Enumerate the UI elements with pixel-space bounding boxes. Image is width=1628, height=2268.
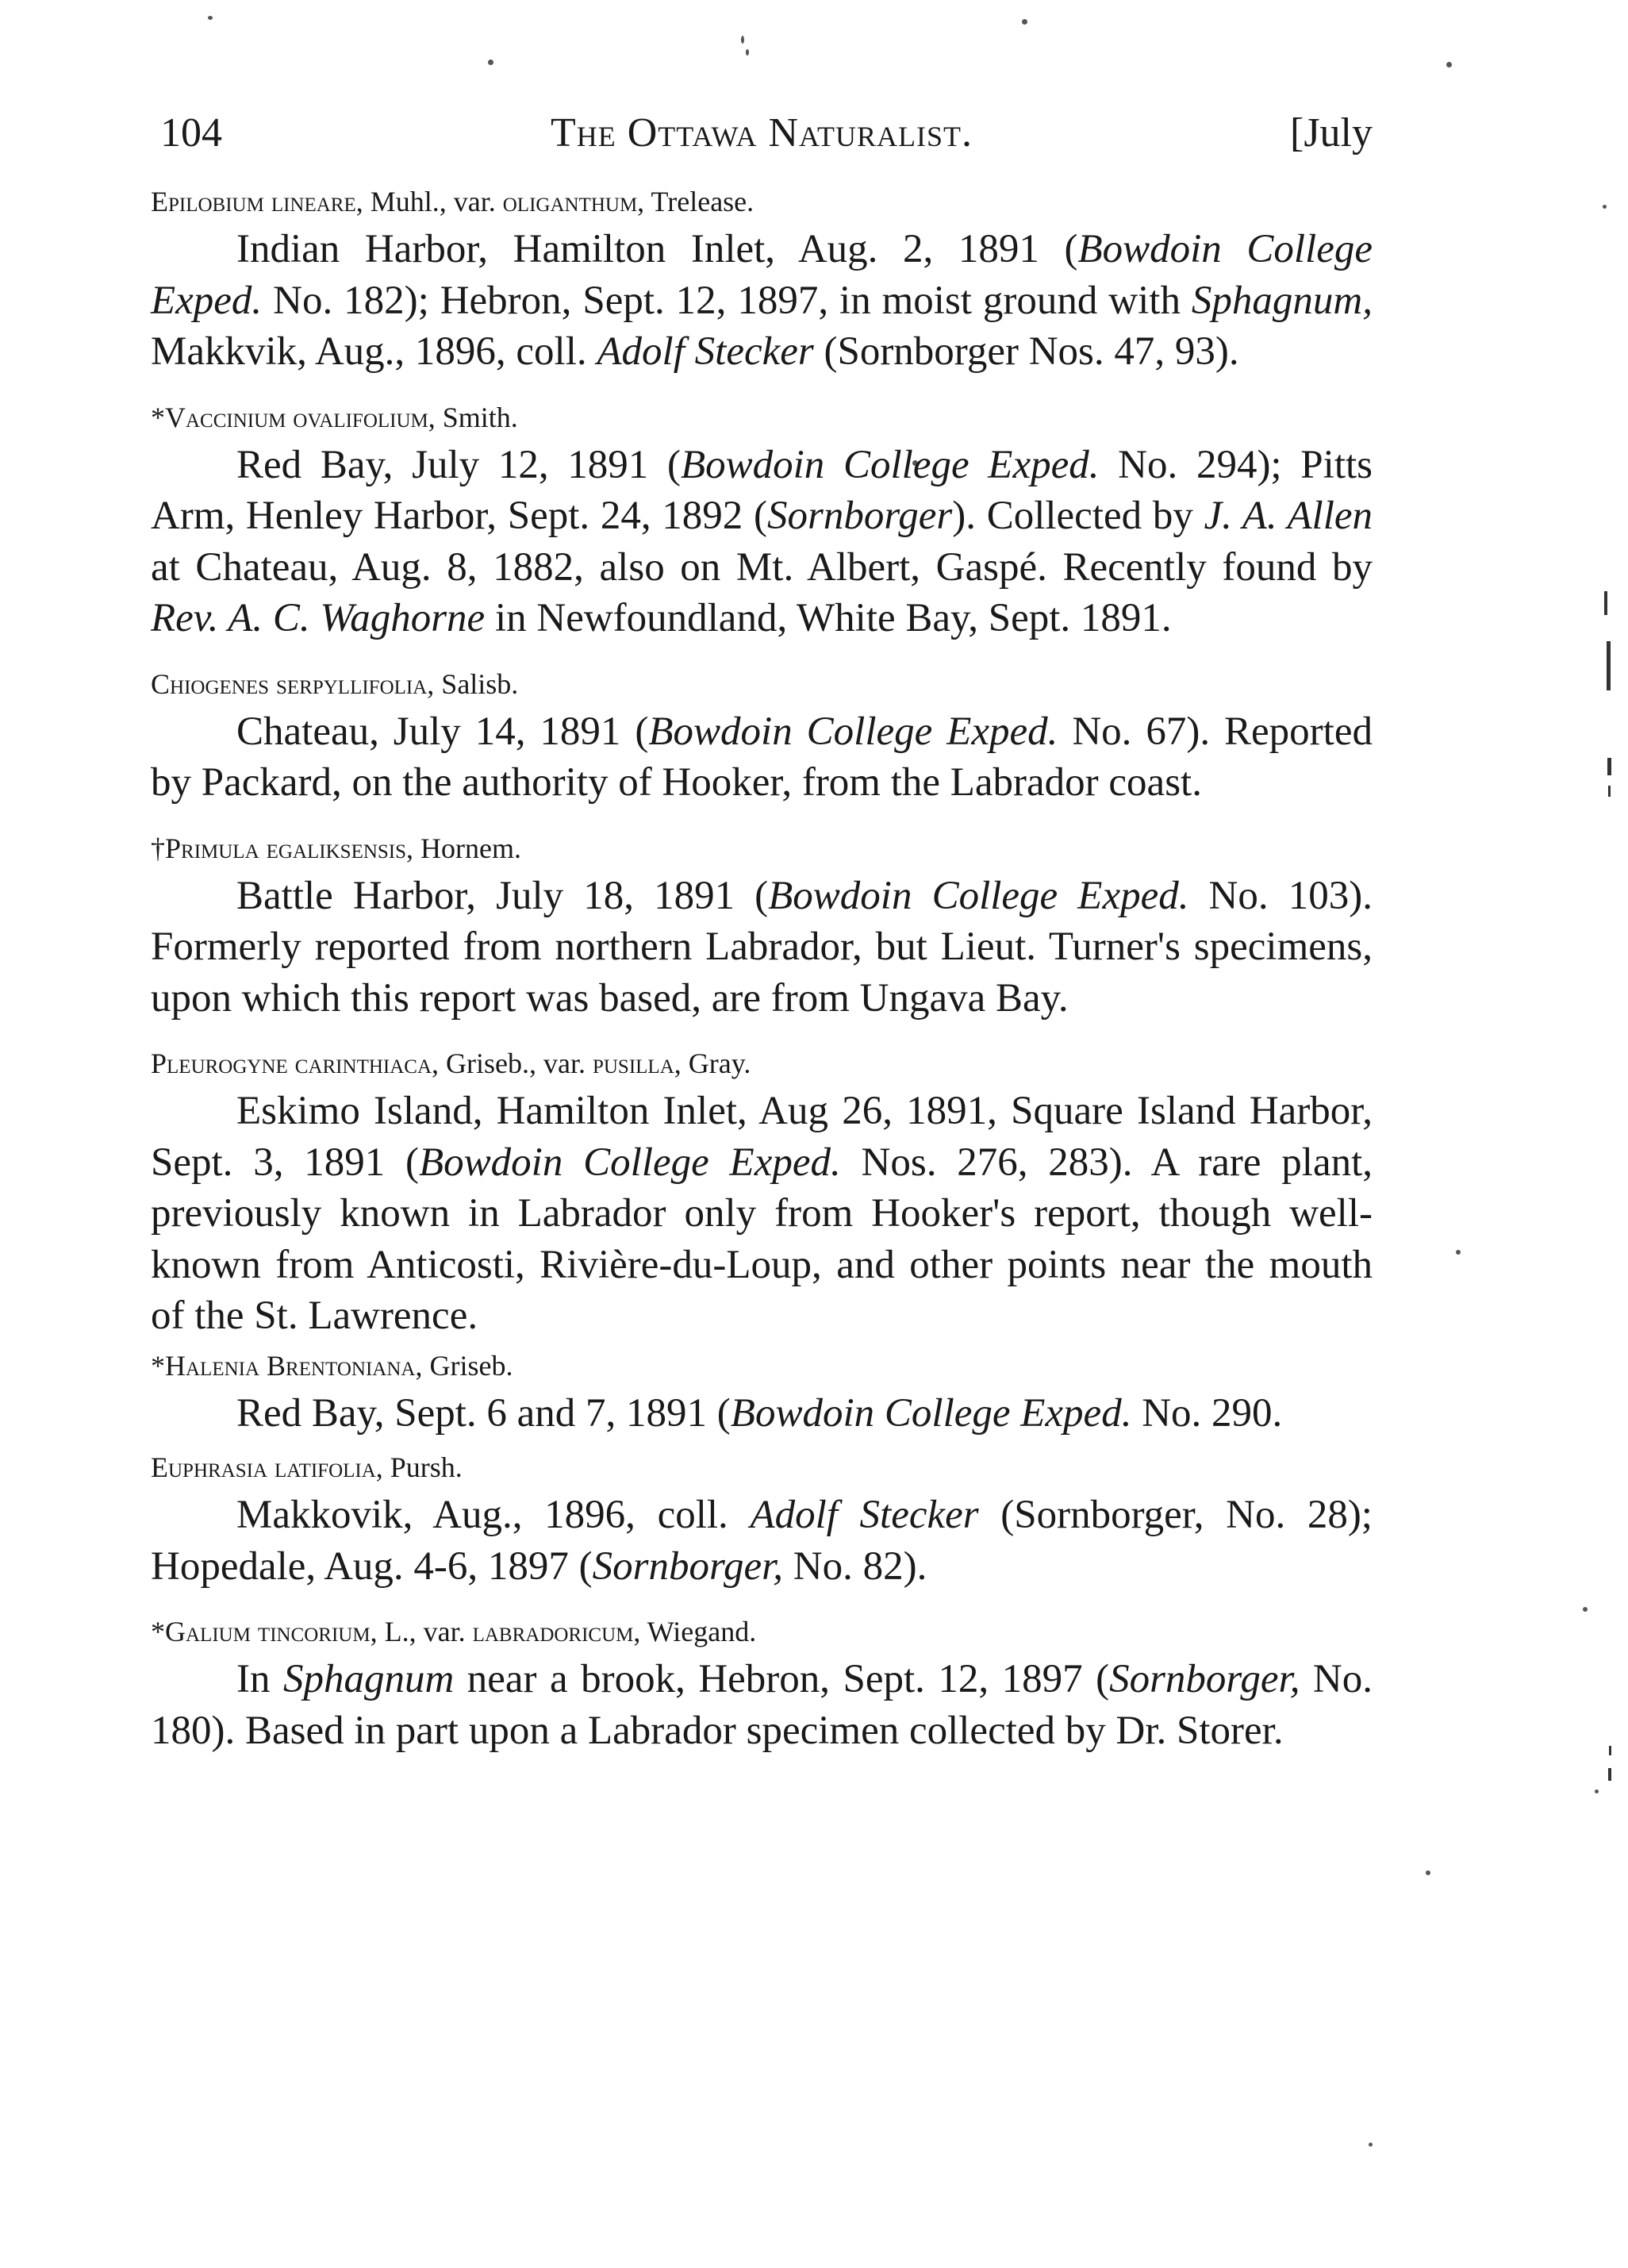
species-entry xyxy=(151,1613,1373,1756)
record-text: No. 180). Based in part upon a Labrador specimen collected by Dr. Storer. xyxy=(151,1657,1373,1753)
species-authority: Griseb. xyxy=(422,1349,513,1382)
margin-mark xyxy=(1604,591,1607,615)
species-name: Primula egaliksensis, xyxy=(165,832,414,864)
scan-speck xyxy=(1446,62,1452,67)
species-heading xyxy=(151,1347,1373,1385)
record-italic: Sornborger xyxy=(766,494,953,538)
document-page xyxy=(151,102,1373,1756)
record-text: Battle Harbor, July 18, 1891 ( xyxy=(236,873,769,918)
journal-title: The Ottawa Naturalist. xyxy=(550,110,973,156)
species-name: Euphrasia latifolia, xyxy=(151,1451,383,1483)
variety-name: oliganthum, xyxy=(502,186,645,217)
variety-authority: Wiegand. xyxy=(640,1616,757,1647)
species-record xyxy=(151,1388,1373,1440)
species-heading xyxy=(151,183,1373,221)
species-name: Epilobium lineare, xyxy=(151,186,363,217)
record-text: Eskimo Island, Hamilton Inlet, Aug 26, 1891, Square Island Harbor, Sept. 3, 1891 ( xyxy=(151,1089,1373,1185)
species-authority: Griseb., var. xyxy=(439,1048,593,1079)
species-name: Chiogenes serpyllifolia, xyxy=(151,667,435,700)
scan-speck xyxy=(488,60,493,65)
scan-speck xyxy=(1426,1870,1430,1875)
record-italic: J. A. Allen xyxy=(1204,494,1373,538)
species-heading xyxy=(151,665,1373,703)
species-record xyxy=(151,224,1373,378)
scan-speck xyxy=(1603,205,1607,209)
record-text: ). Collected by xyxy=(952,494,1204,538)
record-text: Chateau, July 14, 1891 ( xyxy=(236,709,649,754)
record-text: No. 290. xyxy=(1131,1390,1283,1436)
species-name: Halenia Brentoniana, xyxy=(165,1349,423,1382)
entry-marker: * xyxy=(151,1616,165,1647)
scan-speck xyxy=(746,49,749,56)
record-text: No. 103). Formerly reported from northern Labrador, but Lieut. Turner's specimens, upon which this report was based, are from Ungava Bay. xyxy=(151,873,1373,1021)
species-record xyxy=(151,1490,1373,1592)
record-text: Makkvik, Aug., 1896, coll. xyxy=(151,329,597,374)
issue-month: [July xyxy=(1290,110,1373,156)
record-italic: Sornborger, xyxy=(1109,1657,1300,1701)
record-text: Red Bay, July 12, 1891 ( xyxy=(236,442,681,487)
species-entry xyxy=(151,1044,1373,1342)
species-authority: Smith. xyxy=(435,401,518,433)
record-text: (Sornborger Nos. 47, 93). xyxy=(813,329,1239,374)
record-text: No. 82). xyxy=(783,1543,927,1589)
species-record xyxy=(151,1654,1373,1756)
record-italic: Bowdoin College Exped. xyxy=(151,227,1373,323)
species-name: Pleurogyne carinthiaca, xyxy=(151,1048,439,1079)
variety-authority: Trelease. xyxy=(644,186,754,217)
species-authority: Muhl., var. xyxy=(363,186,503,217)
record-text: No. 182); Hebron, Sept. 12, 1897, in moist ground with xyxy=(262,278,1192,323)
species-authority: Salisb. xyxy=(434,667,519,700)
species-heading xyxy=(151,1613,1373,1651)
record-text: in Newfoundland, White Bay, Sept. 1891. xyxy=(485,596,1172,640)
record-italic: Bowdoin College Exped. xyxy=(419,1140,841,1185)
species-heading xyxy=(151,829,1373,867)
record-text: Makkovik, Aug., 1896, coll. xyxy=(236,1493,751,1537)
scan-speck xyxy=(1583,1607,1588,1612)
species-record xyxy=(151,871,1373,1024)
species-heading xyxy=(151,1044,1373,1082)
species-entry xyxy=(151,1347,1373,1440)
species-entry xyxy=(151,1448,1373,1592)
species-heading xyxy=(151,1448,1373,1486)
species-authority: L., var. xyxy=(377,1616,473,1647)
margin-mark xyxy=(1607,641,1611,690)
species-record xyxy=(151,706,1373,809)
record-italic: Sphagnum xyxy=(282,1657,455,1701)
record-text: (Sornborger, No. 28); Hopedale, Aug. 4-6, 1897 ( xyxy=(151,1493,1373,1589)
record-italic: Rev. A. C. Waghorne xyxy=(151,596,486,640)
record-text: No. 294); Pitts Arm, Henley Harbor, Sept. 24, 1892 ( xyxy=(151,442,1373,538)
variety-name: labradoricum, xyxy=(472,1616,641,1647)
margin-mark xyxy=(1608,786,1611,797)
species-entry xyxy=(151,829,1373,1024)
record-italic: Sornborger, xyxy=(592,1543,784,1589)
record-italic: Adolf Stecker xyxy=(597,329,814,374)
record-italic: Bowdoin College Exped. xyxy=(730,1390,1132,1436)
record-text: Indian Harbor, Hamilton Inlet, Aug. 2, 1891 ( xyxy=(236,227,1078,271)
species-authority: Hornem. xyxy=(413,832,521,864)
running-head xyxy=(151,102,1373,165)
record-italic: Adolf Stecker xyxy=(750,1493,979,1537)
record-italic: Bowdoin College Exped. xyxy=(680,442,1100,487)
variety-authority: Gray. xyxy=(681,1048,751,1079)
margin-mark xyxy=(1609,1746,1611,1755)
margin-mark xyxy=(1608,1768,1611,1781)
record-italic: Sphagnum, xyxy=(1191,278,1373,323)
species-authority: Pursh. xyxy=(382,1451,463,1483)
species-entry xyxy=(151,183,1373,378)
species-record xyxy=(151,440,1373,644)
margin-mark xyxy=(1607,758,1611,775)
record-italic: Bowdoin College Exped. xyxy=(768,873,1189,918)
scan-speck xyxy=(1456,1250,1461,1255)
entry-marker: † xyxy=(151,832,165,864)
record-text: In xyxy=(236,1657,283,1701)
record-text: Red Bay, Sept. 6 and 7, 1891 ( xyxy=(236,1390,731,1436)
scan-speck xyxy=(208,16,213,20)
scan-speck xyxy=(741,36,744,44)
species-name: Galium tincorium, xyxy=(165,1616,378,1647)
species-entry xyxy=(151,398,1373,644)
species-name: Vaccinium ovalifolium, xyxy=(165,401,436,433)
record-text: No. 67). Reported by Packard, on the authority of Hooker, from the Labrador coast. xyxy=(151,709,1373,805)
record-italic: Bowdoin College Exped. xyxy=(648,709,1058,754)
record-text: at Chateau, Aug. 8, 1882, also on Mt. Albert, Gaspé. Recently found by xyxy=(151,544,1373,590)
variety-name: pusilla, xyxy=(592,1048,682,1079)
scan-speck xyxy=(1022,19,1027,25)
record-text: Nos. 276, 283). A rare plant, previously known in Labrador only from Hooker's report, though well-known from Anticosti, Rivière-du-Loup, and other points near the mouth of the St. Lawrence. xyxy=(151,1140,1373,1338)
scan-speck xyxy=(1595,1789,1599,1793)
species-entry xyxy=(151,665,1373,809)
species-record xyxy=(151,1086,1373,1342)
page-number: 104 xyxy=(160,110,222,156)
entry-marker: * xyxy=(151,1349,165,1382)
scan-speck xyxy=(1369,2143,1373,2147)
entry-marker: * xyxy=(151,401,165,433)
record-text: near a brook, Hebron, Sept. 12, 1897 ( xyxy=(454,1657,1110,1701)
species-heading xyxy=(151,398,1373,436)
